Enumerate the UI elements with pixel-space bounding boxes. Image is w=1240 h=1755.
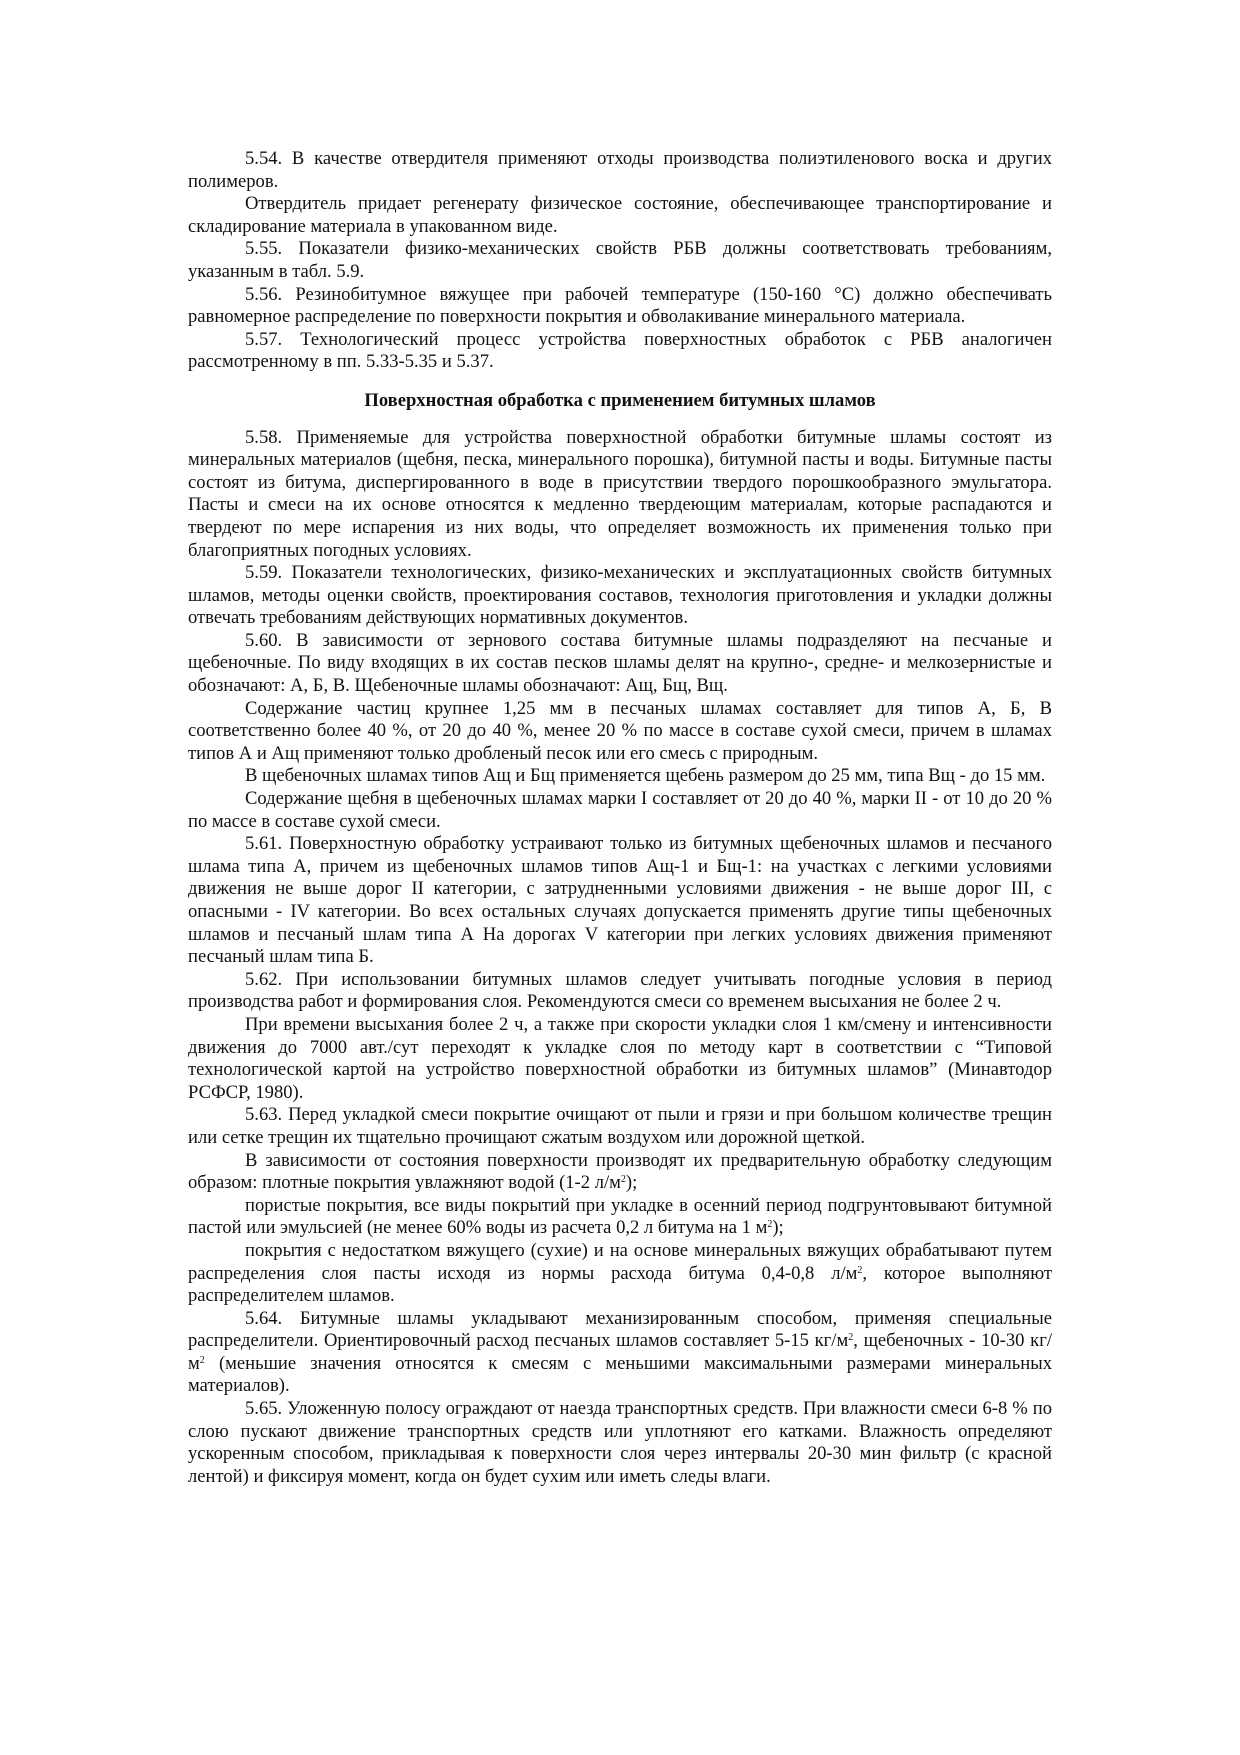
paragraph-crushed-stone-size: В щебеночных шламах типов Ащ и Бщ применяется щебень размером до 25 мм, типа Вщ - до 15 мм. xyxy=(245,765,1046,787)
text-segment: В зависимости от состояния поверхности производят их предварительную обработку следующим образом: плотные покрытия увлажняют водой (1-2 л/м xyxy=(188,1149,1052,1194)
paragraph-5-63: 5.63. Перед укладкой смеси покрытие очищают от пыли и грязи и при большом количестве трещин или сетке трещин их тщательно прочищают сжатым воздухом или дорожной щеткой. xyxy=(188,1104,1052,1148)
paragraph-particle-content: Содержание частиц крупнее 1,25 мм в песчаных шламах составляет для типов А, Б, В соответственно более 40 %, от 20 до 40 %, менее 20 % по массе в составе сухой смеси, причем в шламах типов А и Ащ применяют только дробленый песок или его смесь с природным. xyxy=(188,697,1052,764)
paragraph-5-60: 5.60. В зависимости от зернового состава битумные шламы подразделяют на песчаные и щебеночные. По виду входящих в их состав песков шламы делят на крупно-, средне- и мелкозернистые и обозначают: А, Б, В. Щебеночные шламы обозначают: Ащ, Бщ, Вщ. xyxy=(188,629,1052,697)
paragraph-hardener: Отвердитель придает регенерату физическое состояние, обеспечивающее транспортирование и складирование материала в упакованном виде. xyxy=(188,193,1052,237)
paragraph-5-56: 5.56. Резинобитумное вяжущее при рабочей температуре (150-160 °С) должно обеспечивать равномерное распределение по поверхности покрытия и обволакивание минерального материала. xyxy=(188,283,1052,328)
text-segment: (меньшие значения относятся к смесям с меньшими максимальными размерами минеральных материалов). xyxy=(188,1352,1052,1397)
paragraph-5-54: 5.54. В качестве отвердителя применяют отходы производства полиэтиленового воска и других полимеров. xyxy=(188,148,1052,192)
paragraph-5-61: 5.61. Поверхностную обработку устраивают только из битумных щебеночных шламов и песчаного шлама типа А, причем из щебеночных шламов типов Ащ-1 и Бщ-1: на участках с легкими условиями движения не выше дорог II категории, с затрудненными условиями движения - не выше дорог III, с опасными - IV категории. Во всех остальных случаях допускается применять другие типы щебеночных шламов и песчаный шлам типа А На дорогах V категории при легких условиях движения применяют песчаный шлам типа Б. xyxy=(188,833,1052,968)
superscript: 2 xyxy=(848,1332,854,1344)
paragraph-crushed-stone-content: Содержание щебня в щебеночных шламах марки I составляет от 20 до 40 %, марки II - от 10 до 20 % по массе в составе сухой смеси. xyxy=(188,788,1052,832)
text-segment: пористые покрытия, все виды покрытий при укладке в осенний период подгрунтовывают битумной пастой или эмульсией (не менее 60% воды из расчета 0,2 л битума на 1 м xyxy=(188,1194,1052,1239)
section-heading: Поверхностная обработка с применением битумных шламов xyxy=(364,389,876,411)
paragraph-porous-coatings xyxy=(188,1195,1052,1240)
paragraph-5-59: 5.59. Показатели технологических, физико-механических и эксплуатационных свойств битумных шламов, методы оценки свойств, проектирования составов, технология приготовления и укладки должны отвечать требованиям действующих нормативных документов. xyxy=(188,562,1052,629)
superscript: 2 xyxy=(199,1354,205,1366)
superscript: 2 xyxy=(767,1219,773,1231)
paragraph-5-64 xyxy=(188,1308,1052,1398)
paragraph-drying-time: При времени высыхания более 2 ч, а также при скорости укладки слоя 1 км/смену и интенсивности движения до 7000 авт./сут переходят к укладке слоя по методу карт в соответствии с “Типовой технологической картой на устройство поверхностной обработки из битумных шламов” (Минавтодор РСФСР, 1980). xyxy=(188,1013,1052,1103)
text-segment: ); xyxy=(772,1217,784,1239)
paragraph-5-57: 5.57. Технологический процесс устройства поверхностных обработок с РБВ аналогичен рассмотренному в пп. 5.33-5.35 и 5.37. xyxy=(188,328,1052,373)
paragraph-5-62: 5.62. При использовании битумных шламов следует учитывать погодные условия в период производства работ и формирования слоя. Рекомендуются смеси со временем высыхания не более 2 ч. xyxy=(188,968,1052,1013)
text-segment: покрытия с недостатком вяжущего (сухие) и на основе минеральных вяжущих обрабатывают путем распределения слоя пасты исходя из нормы расхода битума 0,4-0,8 л/м xyxy=(188,1239,1052,1284)
text-segment: 5.64. Битумные шламы укладывают механизированным способом, применяя специальные распределители. Ориентировочный расход песчаных шламов составляет 5-15 кг/м xyxy=(188,1307,1052,1352)
text-segment: ); xyxy=(625,1172,638,1194)
superscript: 2 xyxy=(857,1264,863,1276)
paragraph-5-58: 5.58. Применяемые для устройства поверхностной обработки битумные шламы состоят из минеральных материалов (щебня, песка, минерального порошка), битумной пасты и воды. Битумные пасты состоят из битума, диспергированного в воде в присутствии твердого порошкообразного эмульгатора. Пасты и смеси на их основе относятся к медленно твердеющим материалам, которые распадаются и твердеют по мере испарения из них воды, что определяет возможность их применения только при благоприятных погодных условиях. xyxy=(188,426,1052,561)
paragraph-5-55: 5.55. Показатели физико-механических свойств РБВ должны соответствовать требованиям, указанным в табл. 5.9. xyxy=(188,238,1052,282)
paragraph-5-65: 5.65. Уложенную полосу ограждают от наезда транспортных средств. При влажности смеси 6-8 % по слою пускают движение транспортных средств или уплотняют его катками. Влажность определяют ускоренным способом, прикладывая к поверхности слоя через интервалы 20-30 мин фильтр (с красной лентой) и фиксируя момент, когда он будет сухим или иметь следы влаги. xyxy=(188,1398,1052,1487)
superscript: 2 xyxy=(620,1174,626,1186)
paragraph-dry-coatings xyxy=(188,1240,1052,1308)
paragraph-surface-treatment xyxy=(188,1150,1052,1195)
text-segment: , которое выполняют распределителем шламов. xyxy=(188,1262,1052,1307)
document-page xyxy=(188,148,1052,1488)
text-segment: , щебеночных - 10-30 кг/м xyxy=(188,1330,1052,1374)
